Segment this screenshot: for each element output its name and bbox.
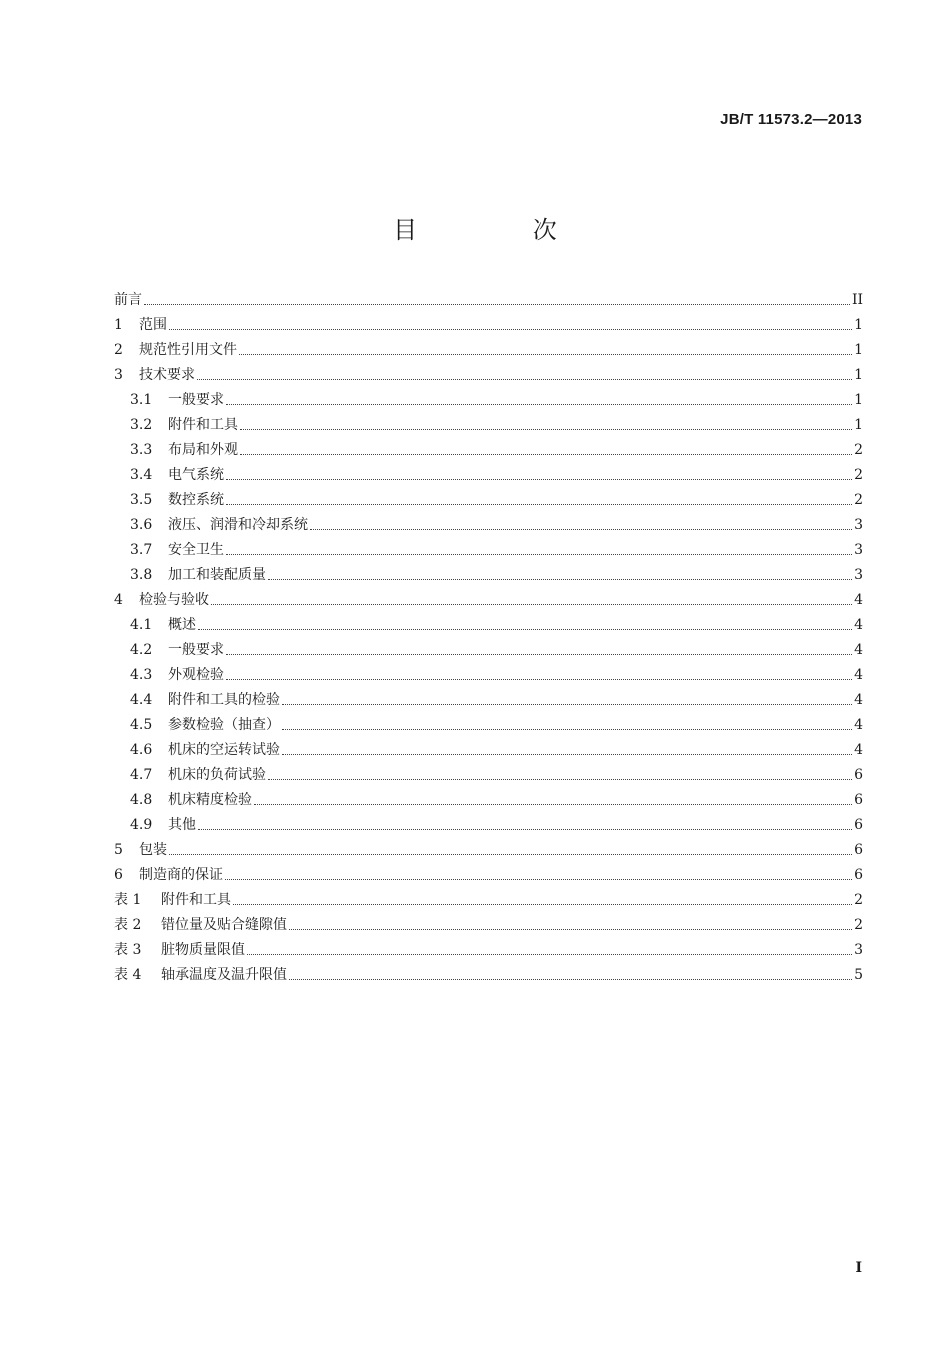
toc-entry[interactable] [114,838,863,863]
toc-entry-number: 4.3 [130,667,153,683]
toc-entry-title: 制造商的保证 [139,867,223,883]
toc-entry[interactable] [114,513,863,538]
toc-entry[interactable] [114,713,863,738]
toc-entry-number: 4.7 [130,767,153,783]
toc-entry-page: 3 [854,517,863,533]
toc-entry-page: 4 [854,667,863,683]
toc-entry-page: 5 [854,967,863,983]
toc-entry[interactable] [114,613,863,638]
toc-entry-number: 表 2 [114,917,142,933]
toc-entry-page: 4 [854,692,863,708]
toc-dot-leader [226,653,852,655]
toc-dot-leader [169,853,852,855]
toc-entry-number: 6 [114,867,123,883]
toc-dot-leader [211,603,852,605]
toc-entry-title: 电气系统 [168,467,224,483]
toc-dot-leader [289,928,852,930]
toc-entry-page: 2 [854,492,863,508]
toc-dot-leader [240,453,852,455]
toc-entry[interactable] [114,888,863,913]
toc-entry-page: 3 [854,542,863,558]
toc-entry[interactable] [114,488,863,513]
toc-entry-number: 5 [114,842,123,858]
toc-entry-title: 布局和外观 [168,442,238,458]
toc-dot-leader [282,728,852,730]
toc-dot-leader [198,628,852,630]
toc-dot-leader [240,428,852,430]
toc-entry-number: 表 3 [114,942,142,958]
toc-entry-title: 安全卫生 [168,542,224,558]
toc-entry-number: 4.5 [130,717,153,733]
toc-entry-page: 2 [854,467,863,483]
toc-entry-title: 附件和工具的检验 [168,692,280,708]
toc-entry[interactable] [114,313,863,338]
toc-entry-page: 4 [854,617,863,633]
toc-entry-title: 概述 [168,617,196,633]
toc-entry-number: 4.9 [130,817,153,833]
toc-entry[interactable] [114,913,863,938]
toc-dot-leader [282,753,852,755]
toc-entry-title: 规范性引用文件 [139,342,237,358]
toc-entry-title: 附件和工具 [161,892,231,908]
toc-dot-leader [169,328,852,330]
toc-entry-page: 4 [854,742,863,758]
toc-dot-leader [226,553,852,555]
toc-entry-number: 4.4 [130,692,153,708]
toc-entry[interactable] [114,763,863,788]
toc-entry-title: 一般要求 [168,392,224,408]
toc-entry-page: 3 [854,567,863,583]
toc-entry-number: 3.1 [130,392,153,408]
toc-entry-page: 4 [854,592,863,608]
toc-dot-leader [198,828,852,830]
toc-entry[interactable] [114,638,863,663]
toc-entry-number: 表 4 [114,967,142,983]
toc-entry-number: 表 1 [114,892,142,908]
toc-entry-title: 技术要求 [139,367,195,383]
toc-entry-title: 液压、润滑和冷却系统 [168,517,308,533]
document-code: JB/T 11573.2—2013 [720,111,862,128]
toc-dot-leader [247,953,852,955]
toc-entry-number: 4.6 [130,742,153,758]
toc-entry-title: 外观检验 [168,667,224,683]
toc-entry-page: 6 [854,867,863,883]
toc-entry-number: 1 [114,317,123,333]
toc-entry-page: 1 [854,392,863,408]
table-of-contents [114,288,863,988]
toc-dot-leader [144,303,850,305]
toc-entry[interactable] [114,363,863,388]
toc-entry-number: 3.8 [130,567,153,583]
toc-entry-page: 6 [854,792,863,808]
toc-entry-page: 1 [854,367,863,383]
toc-entry-title: 检验与验收 [139,592,209,608]
toc-entry[interactable] [114,813,863,838]
toc-entry[interactable] [114,538,863,563]
page-title: 目 次 [393,216,611,244]
toc-entry-title: 错位量及贴合缝隙值 [161,917,287,933]
toc-entry-page: 2 [854,442,863,458]
toc-entry-page: 6 [854,767,863,783]
toc-entry-page: 3 [854,942,863,958]
toc-entry-page: 1 [854,417,863,433]
toc-entry-title: 轴承温度及温升限值 [161,967,287,983]
toc-entry-title: 包装 [139,842,167,858]
toc-entry-title: 加工和装配质量 [168,567,266,583]
toc-entry-number: 4.1 [130,617,153,633]
toc-entry[interactable] [114,388,863,413]
toc-entry-title: 数控系统 [168,492,224,508]
toc-entry[interactable] [114,863,863,888]
toc-entry-title: 前言 [114,292,142,308]
toc-entry-page: II [851,292,863,308]
toc-entry[interactable] [114,438,863,463]
toc-entry-number: 3.3 [130,442,153,458]
toc-dot-leader [254,803,852,805]
toc-entry[interactable] [114,788,863,813]
toc-entry[interactable] [114,663,863,688]
toc-entry[interactable] [114,588,863,613]
toc-dot-leader [233,903,852,905]
toc-entry-number: 4.8 [130,792,153,808]
toc-entry-page: 4 [854,642,863,658]
toc-dot-leader [282,703,852,705]
toc-entry-number: 4.2 [130,642,153,658]
toc-entry[interactable] [114,938,863,963]
toc-entry-number: 2 [114,342,123,358]
toc-entry-title: 一般要求 [168,642,224,658]
toc-entry-page: 4 [854,717,863,733]
toc-entry[interactable] [114,288,863,313]
toc-entry-number: 4 [114,592,123,608]
toc-dot-leader [226,478,852,480]
toc-entry-number: 3.7 [130,542,153,558]
toc-entry-title: 其他 [168,817,196,833]
toc-entry-title: 范围 [139,317,167,333]
toc-dot-leader [226,678,852,680]
toc-dot-leader [226,403,852,405]
toc-dot-leader [226,503,852,505]
toc-entry[interactable] [114,563,863,588]
toc-entry-page: 6 [854,842,863,858]
toc-entry[interactable] [114,413,863,438]
toc-entry-number: 3.6 [130,517,153,533]
toc-entry[interactable] [114,963,863,988]
toc-dot-leader [225,878,852,880]
toc-entry-number: 3.5 [130,492,153,508]
toc-entry[interactable] [114,738,863,763]
toc-entry-page: 2 [854,917,863,933]
toc-entry-page: 1 [854,342,863,358]
toc-entry[interactable] [114,463,863,488]
toc-entry[interactable] [114,338,863,363]
toc-dot-leader [268,578,852,580]
toc-dot-leader [268,778,852,780]
toc-entry-title: 脏物质量限值 [161,942,245,958]
toc-entry-title: 参数检验（抽查） [168,717,280,733]
toc-entry-title: 附件和工具 [168,417,238,433]
toc-dot-leader [197,378,852,380]
toc-entry-number: 3.2 [130,417,153,433]
toc-entry-page: 6 [854,817,863,833]
toc-dot-leader [289,978,852,980]
toc-entry-title: 机床的空运转试验 [168,742,280,758]
toc-entry-title: 机床精度检验 [168,792,252,808]
toc-entry[interactable] [114,688,863,713]
toc-dot-leader [310,528,852,530]
page-number: I [855,1260,862,1276]
toc-entry-page: 1 [854,317,863,333]
toc-entry-title: 机床的负荷试验 [168,767,266,783]
toc-entry-number: 3 [114,367,123,383]
toc-dot-leader [239,353,852,355]
toc-entry-page: 2 [854,892,863,908]
toc-entry-number: 3.4 [130,467,153,483]
